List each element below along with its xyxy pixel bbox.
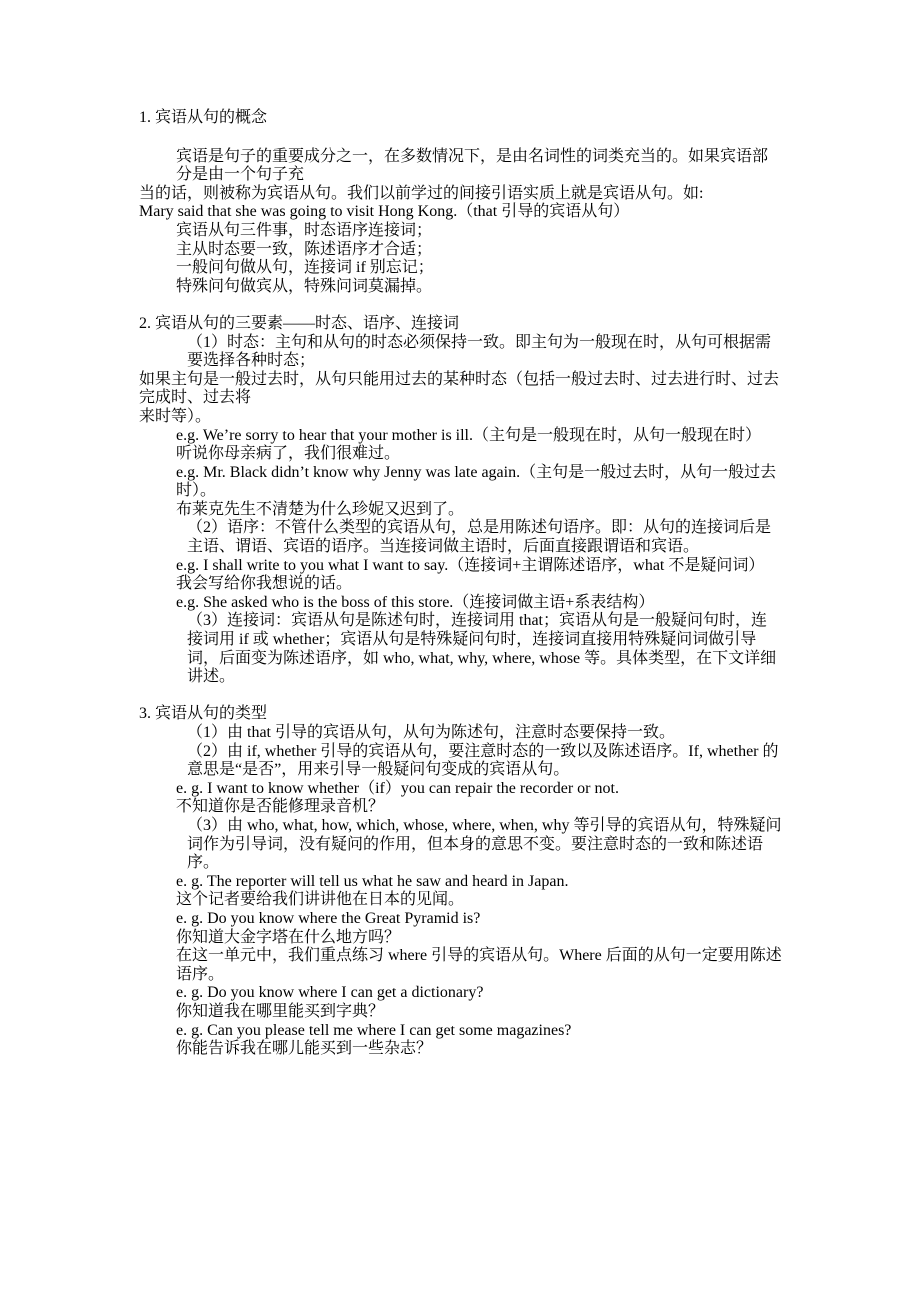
- rhyme-line: 宾语从句三件事，时态语序连接词；: [176, 221, 433, 239]
- rhyme-line: 主从时态要一致，陈述语序才合适；: [176, 240, 433, 258]
- example-translation: 不知道你是否能修理录音机？: [176, 798, 385, 816]
- example-translation: 我会写给你我想说的话。: [176, 575, 353, 593]
- example-sentence: e.g. I shall write to you what I want to say.（连接词+主谓陈述语序，what 不是疑问词）: [176, 556, 765, 574]
- paragraph-where-note: 在这一单元中，我们重点练习 where 引导的宾语从句。Where 后面的从句一定要用陈述语序。: [176, 947, 782, 983]
- paragraph-definition-cont: 当的话，则被称为宾语从句。我们以前学过的间接引语实质上就是宾语从句。如:: [139, 184, 704, 202]
- example-sentence: e. g. Can you please tell me where I can get some magazines?: [176, 1021, 572, 1039]
- paragraph-tense-cont: 来时等）。: [139, 407, 212, 425]
- example-sentence: Mary said that she was going to visit Hong Kong.（that 引导的宾语从句）: [139, 203, 630, 221]
- example-sentence: e. g. The reporter will tell us what he saw and heard in Japan.: [176, 872, 569, 890]
- document-body: [139, 109, 782, 1059]
- example-sentence: e.g. She asked who is the boss of this store.（连接词做主语+系表结构）: [176, 593, 655, 611]
- example-sentence: e. g. Do you know where I can get a dictionary?: [176, 984, 484, 1002]
- example-translation: 听说你母亲病了，我们很难过。: [176, 445, 401, 463]
- example-sentence: e. g. Do you know where the Great Pyramid is?: [176, 909, 481, 927]
- paragraph-type-if-whether: （2）由 if, whether 引导的宾语从句，要注意时态的一致以及陈述语序。If, whether 的意思是“是否”，用来引导一般疑问句变成的宾语从句。: [187, 742, 779, 779]
- example-translation: 你知道大金字塔在什么地方吗？: [176, 928, 401, 946]
- example-sentence: e.g. We’re sorry to hear that your mother is ill.（主句是一般现在时，从句一般现在时）: [176, 426, 762, 444]
- paragraph-connectives: （3）连接词：宾语从句是陈述句时，连接词用 that；宾语从句是一般疑问句时，连接词用 if 或 whether；宾语从句是特殊疑问句时，连接词直接用特殊疑问词做引导词，后面变为陈述语序，如 who, what, why, where, whose 等。具体类型，在下文详细讲述。: [187, 612, 777, 686]
- example-translation: 你知道我在哪里能买到字典？: [176, 1002, 385, 1020]
- example-translation: 你能告诉我在哪儿能买到一些杂志？: [176, 1040, 433, 1058]
- rhyme-line: 一般问句做从句，连接词 if 别忘记；: [176, 259, 434, 277]
- section-2-heading: 2. 宾语从句的三要素——时态、语序、连接词: [139, 314, 460, 332]
- example-translation: 这个记者要给我们讲讲他在日本的见闻。: [176, 891, 465, 909]
- rhyme-line: 特殊问句做宾从，特殊问词莫漏掉。: [176, 277, 433, 295]
- paragraph-type-wh: （3）由 who, what, how, which, whose, where, when, why 等引导的宾语从句，特殊疑问词作为引导词，没有疑问的作用，但本身的意思不变。要注意时态的一致和陈述语序。: [187, 816, 782, 872]
- example-sentence: e.g. Mr. Black didn’t know why Jenny was late again.（主句是一般过去时，从句一般过去时）。: [176, 463, 777, 500]
- paragraph-tense-cont: 如果主句是一般过去时，从句只能用过去的某种时态（包括一般过去时、过去进行时、过去完成时、过去将: [139, 370, 780, 407]
- example-sentence: e. g. I want to know whether（if）you can repair the recorder or not.: [176, 779, 619, 797]
- example-translation: 布莱克先生不清楚为什么珍妮又迟到了。: [176, 500, 465, 518]
- section-1-heading: 1. 宾语从句的概念: [139, 109, 268, 126]
- paragraph-word-order: （2）语序：不管什么类型的宾语从句，总是用陈述句语序。即：从句的连接词后是主语、谓语、宾语的语序。当连接词做主语时，后面直接跟谓语和宾语。: [187, 519, 772, 556]
- paragraph-tense: （1）时态：主句和从句的时态必须保持一致。即主句为一般现在时，从句可根据需要选择各种时态；: [187, 333, 772, 370]
- paragraph-definition: 宾语是句子的重要成分之一，在多数情况下，是由名词性的词类充当的。如果宾语部分是由一个句子充: [176, 147, 769, 184]
- paragraph-type-that: （1）由 that 引导的宾语从句，从句为陈述句，注意时态要保持一致。: [187, 724, 675, 741]
- section-3-heading: 3. 宾语从句的类型: [139, 705, 268, 723]
